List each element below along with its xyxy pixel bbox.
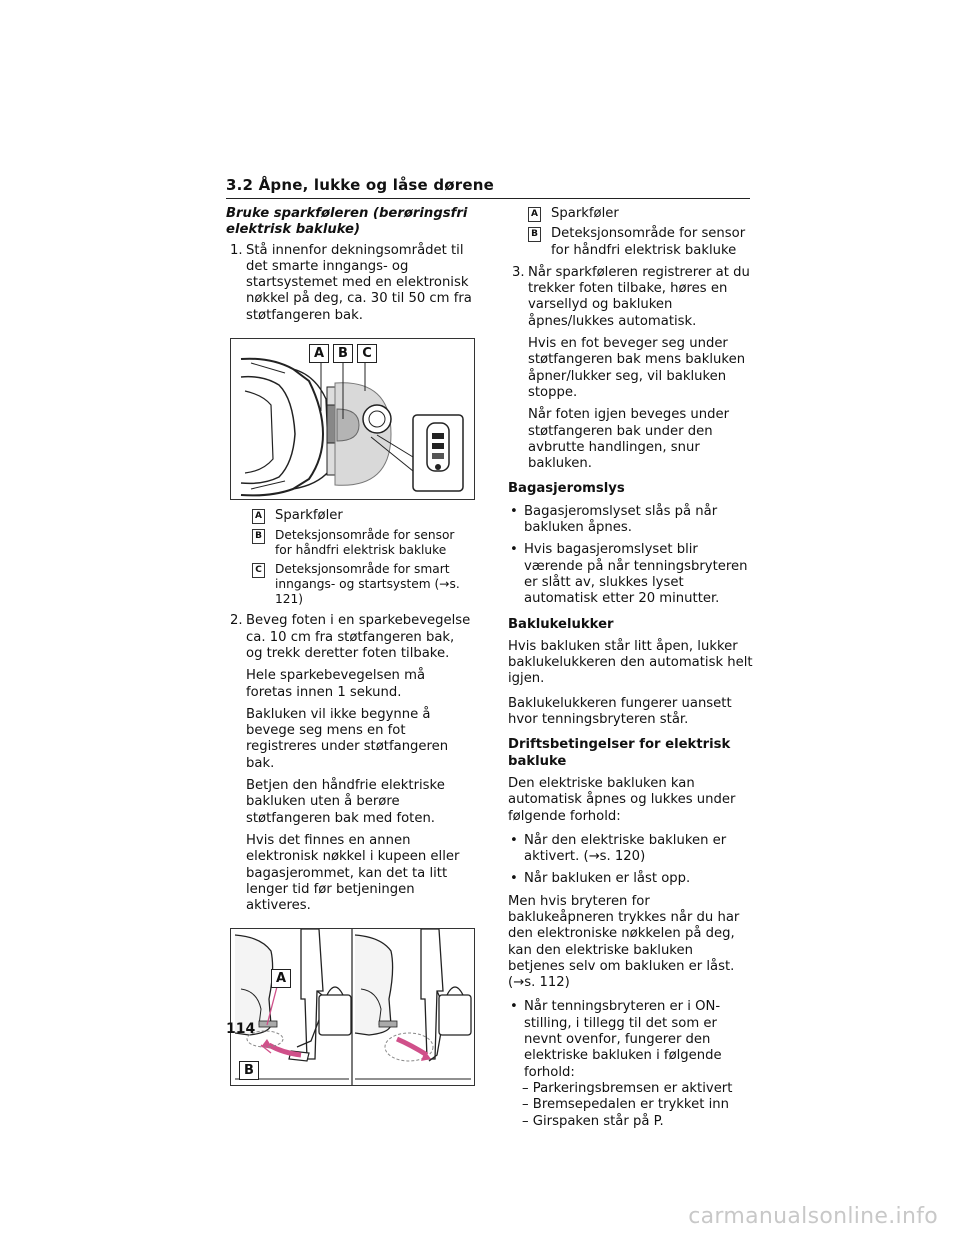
bullet-text: Hvis bagasjeromslyset blir værende på når tenningsbryteren er slått av, slukkes lyset automatisk etter 20 minutter. <box>524 542 748 607</box>
bullet-item <box>508 999 753 1080</box>
step-note: Når foten igjen beveges under støtfangeren bak under den avbrutte handlingen, snur bakluken. <box>528 407 730 472</box>
legend-item <box>528 226 753 259</box>
step-note: Bakluken vil ikke begynne å bevege seg mens en fot registreres under støtfangeren bak. <box>246 706 449 771</box>
legend-tag: C <box>252 563 265 578</box>
step-2 <box>230 613 474 662</box>
figure-label-a: A <box>271 969 291 988</box>
paragraph: Hvis bakluken står litt åpen, lukker baklukelukkeren den automatisk helt igjen. <box>508 638 753 687</box>
legend-item <box>252 528 474 558</box>
legend-tag: B <box>528 227 541 242</box>
step-note: Betjen den håndfrie elektriske bakluken uten å berøre støtfangeren bak med foten. <box>246 778 445 826</box>
bullet-item <box>508 542 753 607</box>
paragraph: Men hvis bryteren for baklukeåpneren trykkes når du har den elektroniske nøkkelen på deg, kan den elektriske bakluken betjenes selv om bakluken er låst. (→s. 112) <box>508 893 740 991</box>
bullet-text: Når bakluken er låst opp. <box>524 871 691 887</box>
watermark: carmanualsonline.info <box>688 1204 938 1229</box>
bullet-mark: • <box>510 832 518 848</box>
subheading-kick-sensor: Bruke sparkføleren (berøringsfri elektrisk bakluke) <box>226 206 468 238</box>
bullet-mark: • <box>510 542 518 558</box>
dash-item: – Girspaken står på P. <box>522 1113 664 1129</box>
bullet-text: Når den elektriske bakluken er aktivert. (→s. 120) <box>524 832 727 865</box>
step-text: Når sparkføleren registrerer at du trekker foten tilbake, høres en varsellyd og bakluken åpnes/lukkes automatisk. <box>528 264 750 329</box>
legend-text: Deteksjonsområde for sensor for håndfri elektrisk bakluke <box>551 226 746 258</box>
legend-tag: A <box>252 509 265 524</box>
legend-item <box>252 562 474 607</box>
bullet-text: Når tenningsbryteren er i ON-stilling, i tillegg til det som er nevnt ovenfor, fungerer den elektriske bakluken i følgende forhold: <box>524 999 722 1080</box>
paragraph: Den elektriske bakluken kan automatisk åpnes og lukkes under følgende forhold: <box>508 775 736 824</box>
figure-label-b: B <box>333 344 353 363</box>
dash-item: – Parkeringsbremsen er aktivert <box>522 1080 733 1096</box>
legend-item <box>528 206 753 222</box>
step-3 <box>512 265 753 330</box>
heading-bagasjeromslys: Bagasjeromslys <box>508 481 625 497</box>
heading-baklukelukker: Baklukelukker <box>508 616 614 632</box>
step-number: 3. <box>512 264 525 280</box>
heading-driftsbetingelser: Driftsbetingelser for elektrisk bakluke <box>508 737 731 769</box>
bullet-item <box>508 833 753 866</box>
figure-label-a: A <box>309 344 329 363</box>
legend-text: Sparkføler <box>275 508 343 524</box>
legend-text: Sparkføler <box>551 206 619 221</box>
bullet-text: Bagasjeromslyset slås på når bakluken åpnes. <box>524 503 718 536</box>
legend-text: Deteksjonsområde for sensor for håndfri elektrisk bakluke <box>275 528 455 558</box>
right-column <box>508 206 753 1130</box>
car-rear-top-view-illustration <box>231 339 474 499</box>
step-number: 2. <box>230 613 243 629</box>
figure-rear-sensor-areas <box>230 338 475 500</box>
legend-tag: A <box>528 207 541 222</box>
step-text: Stå innenfor dekningsområdet til det smarte inngangs- og startsystemet med en elektronisk nøkkel på deg, ca. 30 til 50 cm fra støtfangeren bak. <box>246 242 472 323</box>
step-text: Beveg foten i en sparkebevegelse ca. 10 cm fra støtfangeren bak, og trekk deretter foten tilbake. <box>246 613 471 661</box>
step-1 <box>230 243 474 324</box>
figure-label-b: B <box>239 1061 259 1080</box>
legend-item <box>252 508 474 524</box>
dash-item: – Bremsepedalen er trykket inn <box>522 1097 729 1113</box>
figure-kick-motion <box>230 928 475 1086</box>
left-column <box>226 206 474 1094</box>
bullet-item <box>508 871 753 887</box>
page-number: 114 <box>226 1021 256 1037</box>
step-note: Hele sparkebevegelsen må foretas innen 1 sekund. <box>246 668 426 700</box>
kick-motion-illustration <box>231 929 474 1085</box>
paragraph: Baklukelukkeren fungerer uansett hvor tenningsbryteren står. <box>508 695 732 728</box>
bullet-item <box>508 504 753 537</box>
step-note: Hvis en fot beveger seg under støtfangeren bak mens bakluken åpner/lukker seg, vil bakluken stoppe. <box>528 336 746 400</box>
bullet-mark: • <box>510 503 518 519</box>
figure-label-c: C <box>357 344 377 363</box>
legend-tag: B <box>252 529 265 544</box>
legend-text: Deteksjonsområde for smart inngangs- og startsystem (→s. 121) <box>275 562 460 607</box>
step-number: 1. <box>230 242 243 258</box>
bullet-mark: • <box>510 999 518 1015</box>
bullet-mark: • <box>510 871 518 887</box>
step-note: Hvis det finnes en annen elektronisk nøkkel i kupeen eller bagasjerommet, kan det ta litt lenger tid før betjeningen aktiveres. <box>246 832 460 914</box>
section-header: 3.2 Åpne, lukke og låse dørene <box>226 176 750 199</box>
